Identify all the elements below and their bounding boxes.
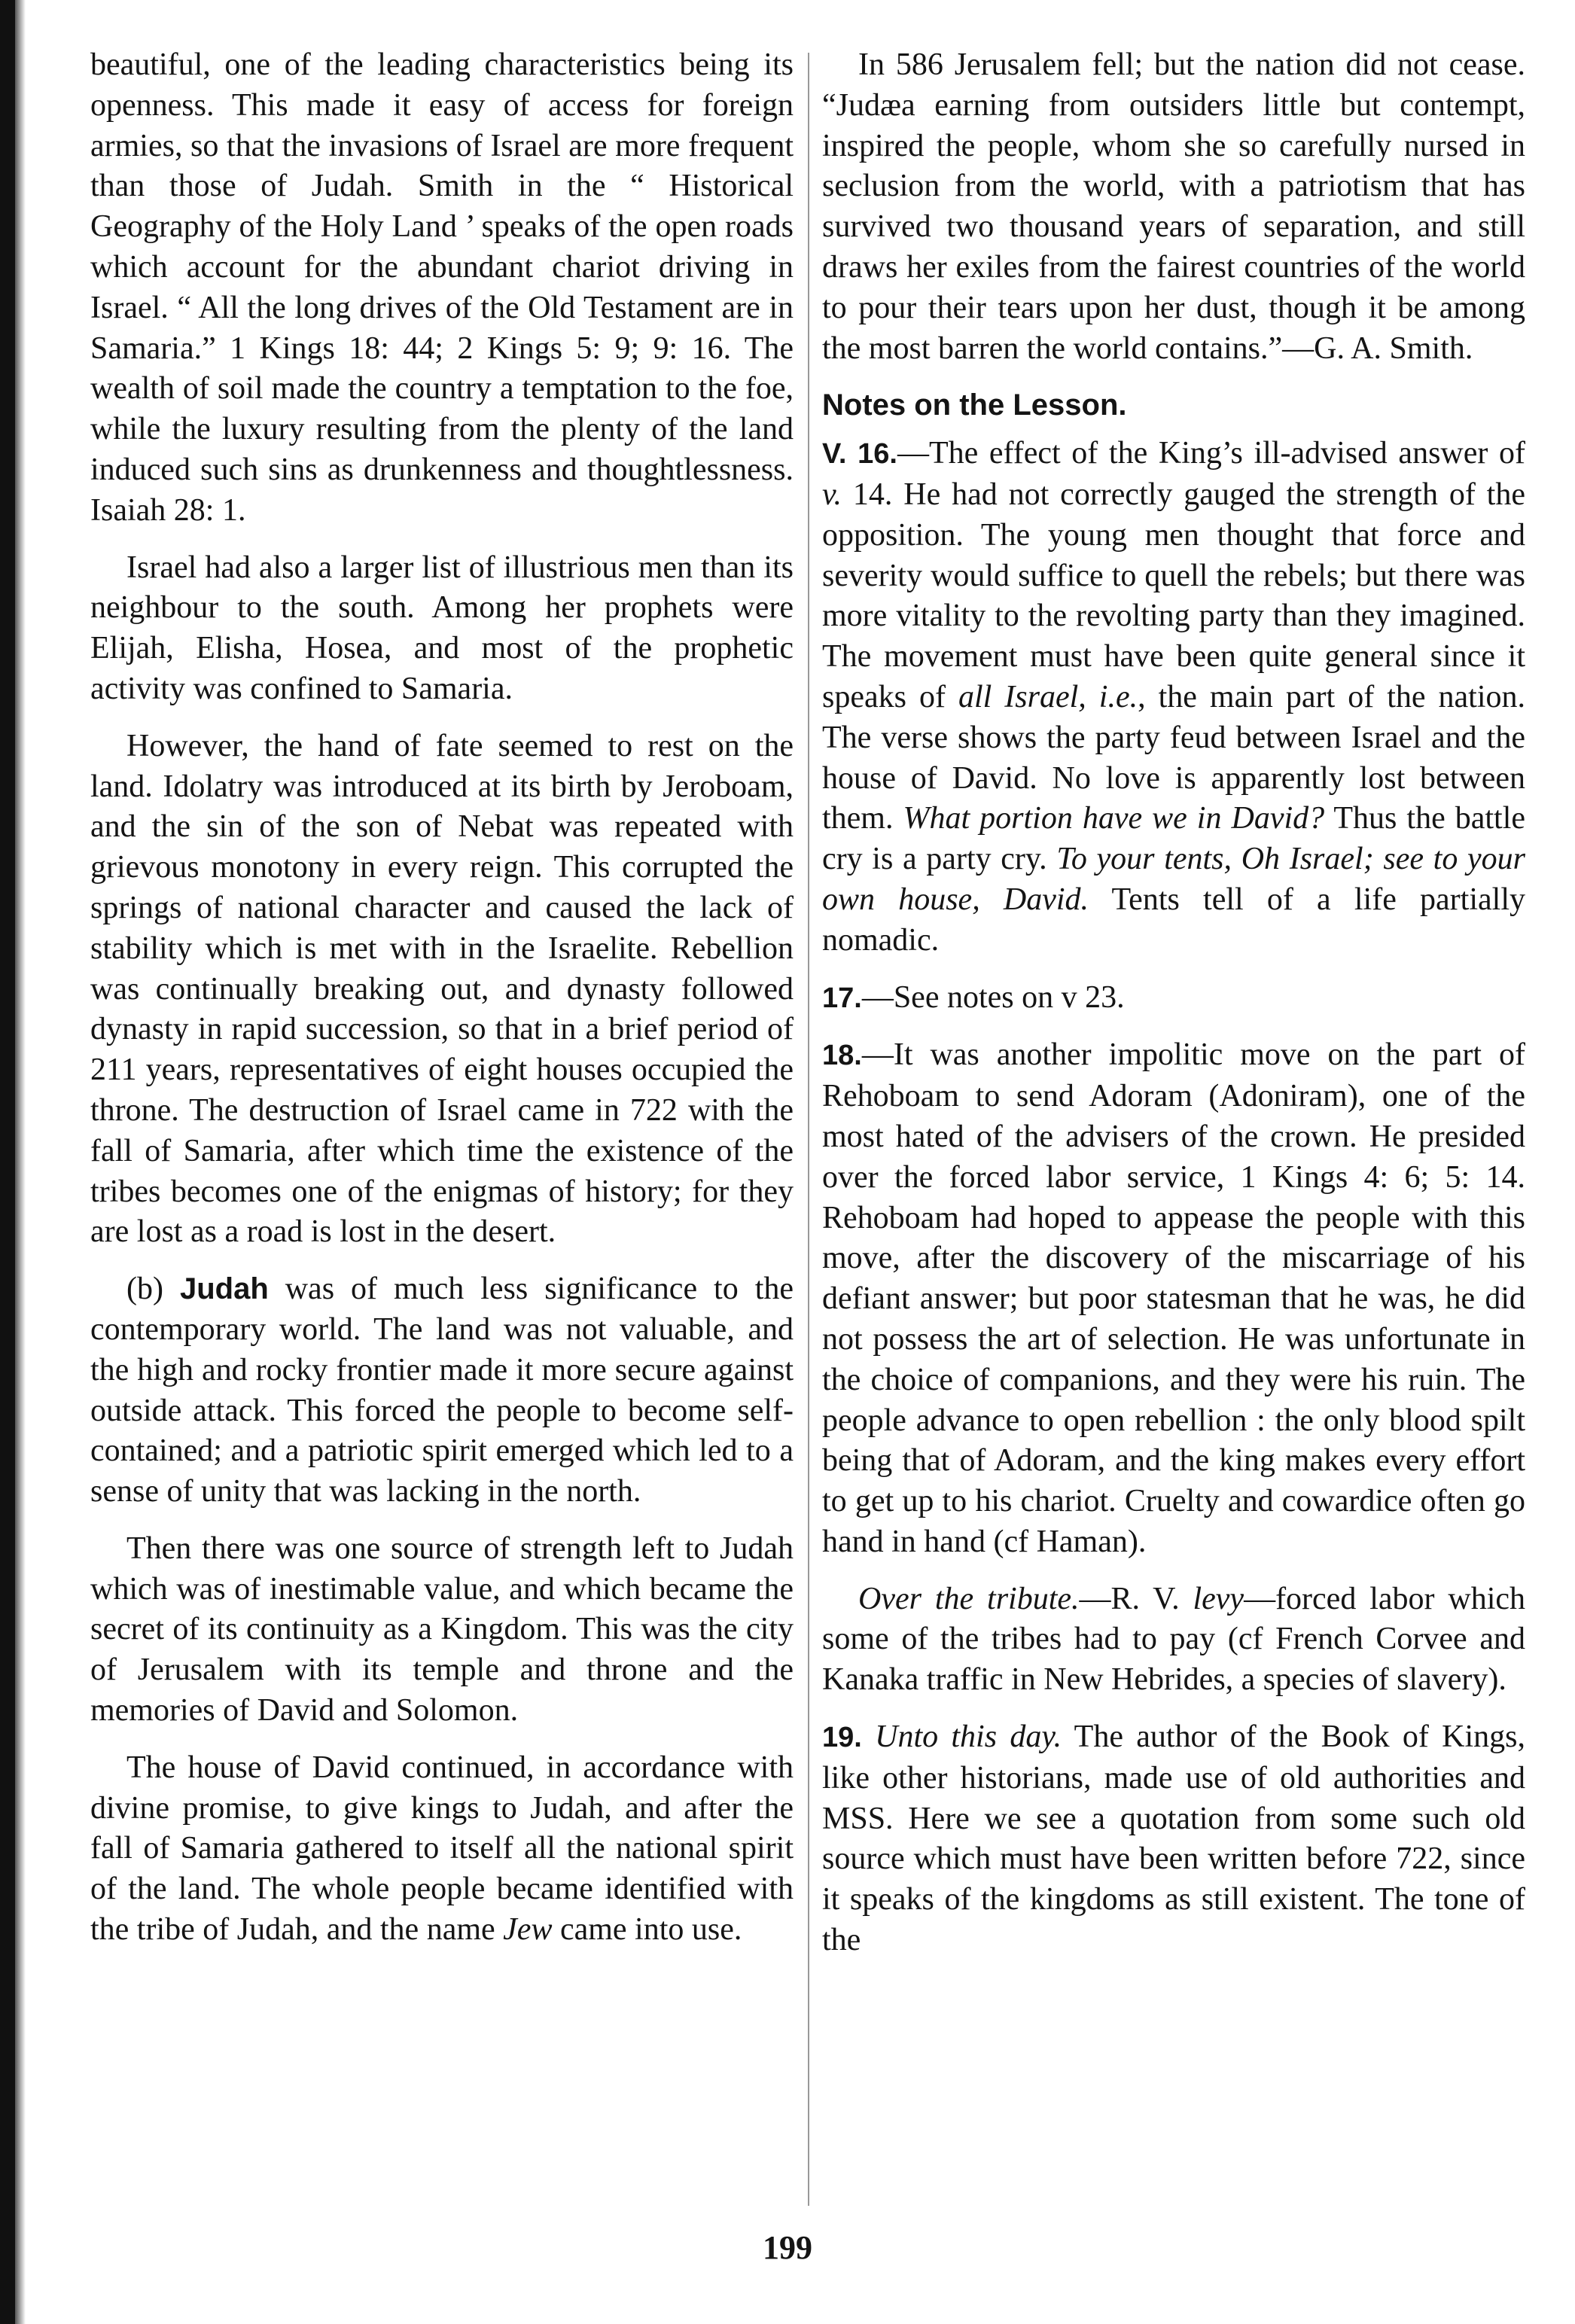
verse-19-text: The author of the Book of Kings, like other historians, made use of old authorities and MSS. Here we see a quotation from some such old source which must have been written before 722, since it speaks of the kingdoms as still existent. The tone of the: [822, 1719, 1526, 1958]
verse-16-text-a: —The effect of the King’s ill-advised answer of: [897, 436, 1525, 471]
column-divider: [808, 53, 809, 2206]
note-verse-18: [822, 1035, 1525, 1562]
verse-16-text-d: Thus the battle cry is a party cry.: [822, 801, 1526, 877]
verse-16-all-israel: all Israel, i.e.: [958, 679, 1138, 714]
paragraph-jerusalem-fell: In 586 Jerusalem fell; but the nation did not cease. “Judæa earning from outsiders little but contempt, inspired the people, whom she so carefully nursed in seclusion from the world, with a patriotism that has survived two thousand years of separation, and still draws her exiles from the fairest countries of the world to pour their tears upon her dust, though it be among the most barren the world contains.”—G. A. Smith.: [822, 47, 1525, 366]
paragraph-openness: beautiful, one of the leading characteristics being its openness. This made it easy of access for foreign armies, so that the invasions of Israel are more frequent than those of Judah. Smith in the “ Historical Geography of the Holy Land ’ speaks of the open roads which account for the abundant chariot driving in Israel. “ All the long drives of the Old Testament are in Samaria.” 1 Kings 18: 44; 2 Kings 5: 9; 9: 16. The wealth of soil made the country a temptation to the foe, while the luxury resulting from the plenty of the land induced such sins as drunkenness and thoughtlessness. Isaiah 28: 1.: [90, 47, 794, 528]
verse-16-text-b: 14. He had not correctly gauged the strength of the opposition. The young men thought that force and severity would suffice to quell the rebels; but there was more vitality to the revolting party than they imagined. The movement must have been quite general since it speaks of: [822, 477, 1525, 714]
tribute-text-a: —R. V.: [1079, 1581, 1193, 1616]
paragraph-jerusalem: Then there was one source of strength left to Judah which was of inestimable value, and which became the secret of its continuity as a Kingdom. This was the city of Jerusalem with its temple and throne and the memories of David and Solomon.: [90, 1531, 794, 1729]
notes-heading: Notes on the Lesson.: [822, 388, 1127, 422]
page-binding-shadow: [15, 0, 26, 2324]
verse-16-quote-1: What portion have we in David?: [903, 801, 1325, 836]
verse-17-text: —See notes on v 23.: [861, 979, 1125, 1015]
tribute-text-b: —forced labor which some of the tribes had to pay (cf French Corvee and Kanaka traffic in New Hebrides, a species of slavery).: [822, 1581, 1526, 1698]
verse-16-text-c: , the main part of the nation. The verse shows the party feud between Israel and the house of David. No love is apparently lost between them.: [822, 679, 1525, 836]
paragraph-house-of-david: [90, 1748, 794, 1951]
verse-17-label: 17.: [822, 982, 862, 1014]
verse-18-label: 18.: [822, 1040, 862, 1072]
house-of-david-text: The house of David continued, in accordance with divine promise, to give kings to Judah, and after the fall of Samaria gathered to itself all the national spirit of the land. The whole people became identified with the tribe of Judah, and the name: [90, 1750, 794, 1948]
verse-16-v: v.: [822, 477, 842, 512]
note-verse-17: [822, 978, 1525, 1019]
verse-18-text: —It was another impolitic move on the part of Rehoboam to send Adoram (Adoniram), one of the most hated of the advisers of the crown. He presided over the forced labor service, 1 Kings 4: 6; 5: 14. Rehoboam had hoped to appease the people with this move, after the discovery of the miscarriage of his defiant answer; but poor statesman that he was, he did not possess the art of selection. He was unfortunate in the choice of companions, and they were his ruin. The people advance to open rebellion : the only blood spilt being that of Adoram, and the king makes every effort to get up to his chariot. Cruelty and cowardice often go hand in hand (cf Haman).: [822, 1037, 1525, 1559]
page-number: 199: [763, 2229, 812, 2266]
left-column: [90, 45, 794, 1967]
paragraph-hand-of-fate: However, the hand of fate seemed to rest on the land. Idolatry was introduced at its birth by Jeroboam, and the sin of the son of Nebat was repeated with grievous monotony in every reign. This corrupted the springs of national character and caused the lack of stability which is met with in the Israelite. Rebellion was continually breaking out, and dynasty followed dynasty in rapid succession, so that in a brief period of 211 years, representatives of eight houses occupied the throne. The destruction of Israel came in 722 with the fall of Samaria, after which time the existence of the tribes becomes one of the enigmas of history; for they are lost as a road is lost in the desert.: [90, 728, 794, 1250]
judah-text: was of much less significance to the contemporary world. The land was not valuable, and the high and rocky frontier made it more secure against outside attack. This forced the people to become self-contained; and a patriotic spirit emerged which led to a sense of unity that was lacking in the north.: [90, 1272, 794, 1509]
tribute-levy: levy: [1193, 1581, 1244, 1616]
paragraph-illustrious-men: Israel had also a larger list of illustrious men than its neighbour to the south. Among her prophets were Elijah, Elisha, Hosea, and most of the prophetic activity was confined to Samaria.: [90, 550, 794, 706]
verse-16-quote-2: To your tents, Oh Israel; see to your own house, David.: [822, 842, 1525, 917]
page-binding-edge: [0, 0, 15, 2324]
note-verse-19: [822, 1717, 1525, 1961]
note-over-the-tribute: [822, 1579, 1525, 1701]
verse-19-label: 19.: [822, 1722, 862, 1754]
tribute-italic: Over the tribute.: [858, 1581, 1080, 1616]
paragraph-judah: [90, 1269, 794, 1512]
verse-16-text-e: Tents tell of a life partially nomadic.: [822, 882, 1525, 958]
section-label-b: (b): [126, 1272, 163, 1307]
verse-16-label: V. 16.: [822, 438, 897, 471]
jew-italic: Jew: [503, 1912, 553, 1948]
right-column: [822, 45, 1525, 1978]
heading-judah: Judah: [179, 1272, 269, 1306]
house-of-david-end: came into use.: [552, 1912, 742, 1948]
note-verse-16: [822, 434, 1525, 961]
verse-19-italic: Unto this day.: [875, 1719, 1062, 1755]
